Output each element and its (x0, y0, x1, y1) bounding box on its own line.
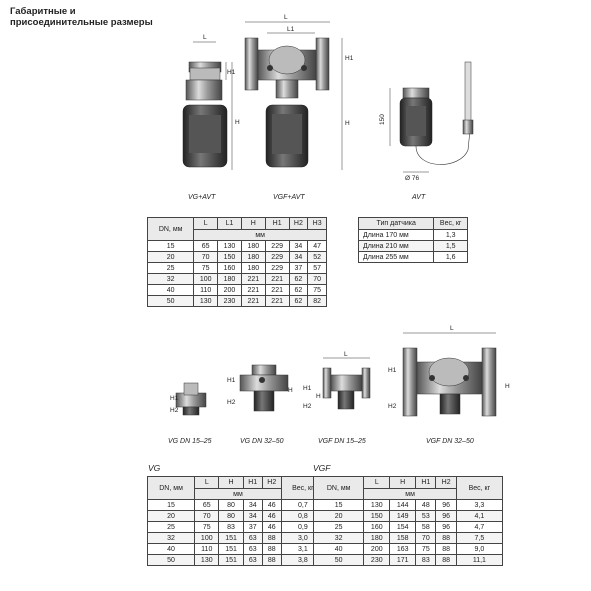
header-cell: H (219, 477, 243, 489)
dim-h2-vg32: H2 (227, 399, 236, 406)
table-cell: 62 (289, 296, 308, 307)
table-row (359, 252, 468, 263)
table-row (148, 522, 325, 533)
table-cell: 221 (265, 274, 289, 285)
table-row (314, 511, 503, 522)
table-cell: 37 (243, 522, 262, 533)
table-cell: 229 (265, 263, 289, 274)
table-cell: 160 (364, 522, 390, 533)
table-cell: 52 (308, 252, 327, 263)
header-cell: DN, мм (148, 477, 195, 500)
dim-h-vg32: H (288, 387, 293, 394)
table-cell: 180 (364, 533, 390, 544)
header-cell: L (195, 477, 219, 489)
drawing-vgf-avt (245, 14, 354, 201)
table-cell: 3,3 (456, 500, 502, 511)
table-cell: 3,8 (281, 555, 324, 566)
table-cell: 65 (195, 500, 219, 511)
table-cell: 88 (436, 533, 456, 544)
table-row (314, 522, 503, 533)
table-row (148, 296, 327, 307)
table-header-row (148, 477, 325, 489)
table-cell: 151 (219, 533, 243, 544)
units-cell: мм (194, 230, 327, 241)
table-row (359, 230, 468, 241)
caption-vgf-dn32-50: VGF DN 32–50 (426, 438, 474, 445)
dim-h1-vg15: H1 (170, 395, 179, 402)
main-dimension-table (147, 217, 327, 307)
table-cell: 11,1 (456, 555, 502, 566)
table-cell: 40 (314, 544, 364, 555)
header-cell: H2 (289, 218, 308, 230)
header-cell: H1 (243, 477, 262, 489)
table-cell: 200 (364, 544, 390, 555)
table-cell: 65 (194, 241, 218, 252)
table-cell: 221 (241, 274, 265, 285)
table-cell: Длина 170 мм (359, 230, 434, 241)
table-row (359, 241, 468, 252)
header-cell: L (194, 218, 218, 230)
caption-vgf-avt: VGF+AVT (273, 194, 305, 201)
table-cell: 96 (436, 511, 456, 522)
table-cell: 25 (148, 522, 195, 533)
table-cell: 20 (314, 511, 364, 522)
table-cell: 221 (241, 285, 265, 296)
caption-vg-avt: VG+AVT (188, 194, 216, 201)
vgf-table-caption: VGF (313, 463, 331, 473)
table-cell: 221 (265, 285, 289, 296)
table-cell: Длина 255 мм (359, 252, 434, 263)
table-cell: 34 (243, 511, 262, 522)
table-cell: 83 (416, 555, 436, 566)
header-cell: L (364, 477, 390, 489)
table-cell: 130 (195, 555, 219, 566)
vgf-dimension-table (313, 476, 503, 566)
table-cell: 50 (148, 296, 194, 307)
table-cell: 46 (262, 500, 281, 511)
dim-l-vgf15: L (344, 351, 348, 358)
table-cell: 20 (148, 252, 194, 263)
table-cell: 221 (265, 296, 289, 307)
table-cell: 70 (194, 252, 218, 263)
table-row (148, 285, 327, 296)
table-cell: 180 (241, 252, 265, 263)
table-cell: 151 (219, 544, 243, 555)
header-cell: Вес, кг (281, 477, 324, 500)
table-row (148, 252, 327, 263)
table-cell: 150 (218, 252, 242, 263)
table-cell: 0,9 (281, 522, 324, 533)
table-cell: 88 (262, 555, 281, 566)
table-row (314, 500, 503, 511)
table-cell: 20 (148, 511, 195, 522)
header-cell: H (390, 477, 416, 489)
table-cell: 80 (219, 511, 243, 522)
header-cell: DN, мм (148, 218, 194, 241)
dim-diameter-76: Ø 76 (405, 175, 420, 182)
table-cell: 40 (148, 285, 194, 296)
table-row (148, 500, 325, 511)
header-cell: H3 (308, 218, 327, 230)
drawing-vg-dn15-25 (168, 383, 212, 445)
dim-h-vg: H (235, 119, 240, 126)
page-heading: Габаритные и присоединительные размеры (10, 6, 153, 28)
table-cell: 75 (195, 522, 219, 533)
header-cell: DN, мм (314, 477, 364, 500)
table-cell: 53 (416, 511, 436, 522)
table-cell: 62 (289, 274, 308, 285)
table-cell: 62 (289, 285, 308, 296)
table-cell: 130 (364, 500, 390, 511)
table-cell: 48 (416, 500, 436, 511)
table-cell: 88 (262, 544, 281, 555)
table-cell: 32 (314, 533, 364, 544)
vg-dimension-table (147, 476, 325, 566)
table-row (148, 544, 325, 555)
table-cell: 88 (436, 555, 456, 566)
table-cell: 96 (436, 500, 456, 511)
table-header-row (359, 218, 468, 230)
drawing-vg-avt (183, 34, 240, 201)
header-cell: Вес, кг (434, 218, 468, 230)
dim-h-vgf32: H (505, 383, 510, 390)
table-cell: 37 (289, 263, 308, 274)
table-cell: 144 (390, 500, 416, 511)
vg-table-caption: VG (148, 463, 161, 473)
table-cell: 40 (148, 544, 195, 555)
dim-h1-vgf15: H1 (303, 385, 312, 392)
dim-h2-vgf32: H2 (388, 403, 397, 410)
table-cell: 70 (308, 274, 327, 285)
table-row (148, 241, 327, 252)
table-cell: 1,6 (434, 252, 468, 263)
table-cell: 15 (314, 500, 364, 511)
table-cell: 229 (265, 241, 289, 252)
header-cell: H2 (436, 477, 456, 489)
table-header-row (148, 218, 327, 230)
table-cell: 100 (194, 274, 218, 285)
table-cell: 158 (390, 533, 416, 544)
table-cell: 1,3 (434, 230, 468, 241)
table-cell: 88 (262, 533, 281, 544)
table-cell: 96 (436, 522, 456, 533)
caption-vg-dn32-50: VG DN 32–50 (240, 438, 284, 445)
table-row (314, 555, 503, 566)
drawing-vg-dn32-50 (227, 365, 293, 445)
header-cell: Тип датчика (359, 218, 434, 230)
table-cell: 180 (241, 263, 265, 274)
header-cell: H1 (416, 477, 436, 489)
table-cell: 46 (262, 522, 281, 533)
table-cell: 160 (218, 263, 242, 274)
table-cell: 34 (243, 500, 262, 511)
table-cell: 63 (243, 544, 262, 555)
table-cell: 58 (416, 522, 436, 533)
table-cell: 50 (148, 555, 195, 566)
table-cell: 7,5 (456, 533, 502, 544)
table-cell: 75 (308, 285, 327, 296)
header-cell: L1 (218, 218, 242, 230)
table-cell: 25 (314, 522, 364, 533)
table-cell: 63 (243, 555, 262, 566)
table-cell: 34 (289, 252, 308, 263)
table-cell: 4,7 (456, 522, 502, 533)
table-cell: 88 (436, 544, 456, 555)
table-row (148, 555, 325, 566)
table-cell: 25 (148, 263, 194, 274)
drawing-avt (379, 62, 473, 201)
table-cell: 63 (243, 533, 262, 544)
table-cell: 180 (241, 241, 265, 252)
dim-150: 150 (379, 114, 386, 125)
sensor-weight-table (358, 217, 468, 263)
header-cell: H (241, 218, 265, 230)
table-cell: 0,8 (281, 511, 324, 522)
table-row (148, 274, 327, 285)
table-cell: 75 (194, 263, 218, 274)
table-cell: 130 (194, 296, 218, 307)
units-cell: мм (195, 489, 282, 500)
table-cell: 130 (218, 241, 242, 252)
table-cell: 110 (194, 285, 218, 296)
table-cell: 1,5 (434, 241, 468, 252)
table-cell: 34 (289, 241, 308, 252)
table-row (314, 533, 503, 544)
table-cell: 154 (390, 522, 416, 533)
table-row (148, 511, 325, 522)
dim-h2-vgf15: H2 (303, 403, 312, 410)
table-cell: 50 (314, 555, 364, 566)
table-cell: 230 (364, 555, 390, 566)
table-row (148, 263, 327, 274)
dim-l1-vgf: L1 (287, 26, 295, 33)
table-cell: 110 (195, 544, 219, 555)
dim-h1-vgf32: H1 (388, 367, 397, 374)
table-cell: 221 (241, 296, 265, 307)
table-row (148, 533, 325, 544)
table-cell: 47 (308, 241, 327, 252)
table-cell: 75 (416, 544, 436, 555)
table-header-row (314, 477, 503, 489)
table-row (314, 544, 503, 555)
table-cell: 3,0 (281, 533, 324, 544)
table-cell: 100 (195, 533, 219, 544)
table-cell: 4,1 (456, 511, 502, 522)
table-cell: 0,7 (281, 500, 324, 511)
table-cell: 80 (219, 500, 243, 511)
dim-l-vgf: L (284, 14, 288, 21)
table-cell: 149 (390, 511, 416, 522)
table-cell: 70 (195, 511, 219, 522)
table-cell: 3,1 (281, 544, 324, 555)
dim-h1-vgf: H1 (345, 55, 354, 62)
table-cell: 229 (265, 252, 289, 263)
table-cell: 15 (148, 500, 195, 511)
drawing-vgf-dn32-50 (388, 325, 510, 445)
table-cell: 70 (416, 533, 436, 544)
table-cell: 171 (390, 555, 416, 566)
header-cell: Вес, кг (456, 477, 502, 500)
header-cell: H2 (262, 477, 281, 489)
table-cell: 230 (218, 296, 242, 307)
table-cell: 15 (148, 241, 194, 252)
table-cell: 32 (148, 274, 194, 285)
dim-h-vgf15: H (316, 393, 321, 400)
dim-h-vgf: H (345, 120, 350, 127)
table-cell: 82 (308, 296, 327, 307)
header-cell: H1 (265, 218, 289, 230)
caption-vg-dn15-25: VG DN 15–25 (168, 438, 212, 445)
table-cell: 32 (148, 533, 195, 544)
table-cell: 200 (218, 285, 242, 296)
dim-h2-vg15: H2 (170, 407, 179, 414)
table-cell: 46 (262, 511, 281, 522)
units-cell: мм (364, 489, 457, 500)
drawing-vgf-dn15-25 (303, 351, 370, 445)
caption-vgf-dn15-25: VGF DN 15–25 (318, 438, 366, 445)
table-cell: 83 (219, 522, 243, 533)
caption-avt: AVT (412, 194, 426, 201)
dim-l-vg: L (203, 34, 207, 41)
dim-h1-vg32: H1 (227, 377, 236, 384)
table-cell: 180 (218, 274, 242, 285)
dim-h1-vg: H1 (227, 69, 236, 76)
table-cell: 151 (219, 555, 243, 566)
table-cell: 163 (390, 544, 416, 555)
dim-l-vgf32: L (450, 325, 454, 332)
table-cell: 57 (308, 263, 327, 274)
table-cell: Длина 210 мм (359, 241, 434, 252)
table-cell: 150 (364, 511, 390, 522)
table-cell: 9,0 (456, 544, 502, 555)
